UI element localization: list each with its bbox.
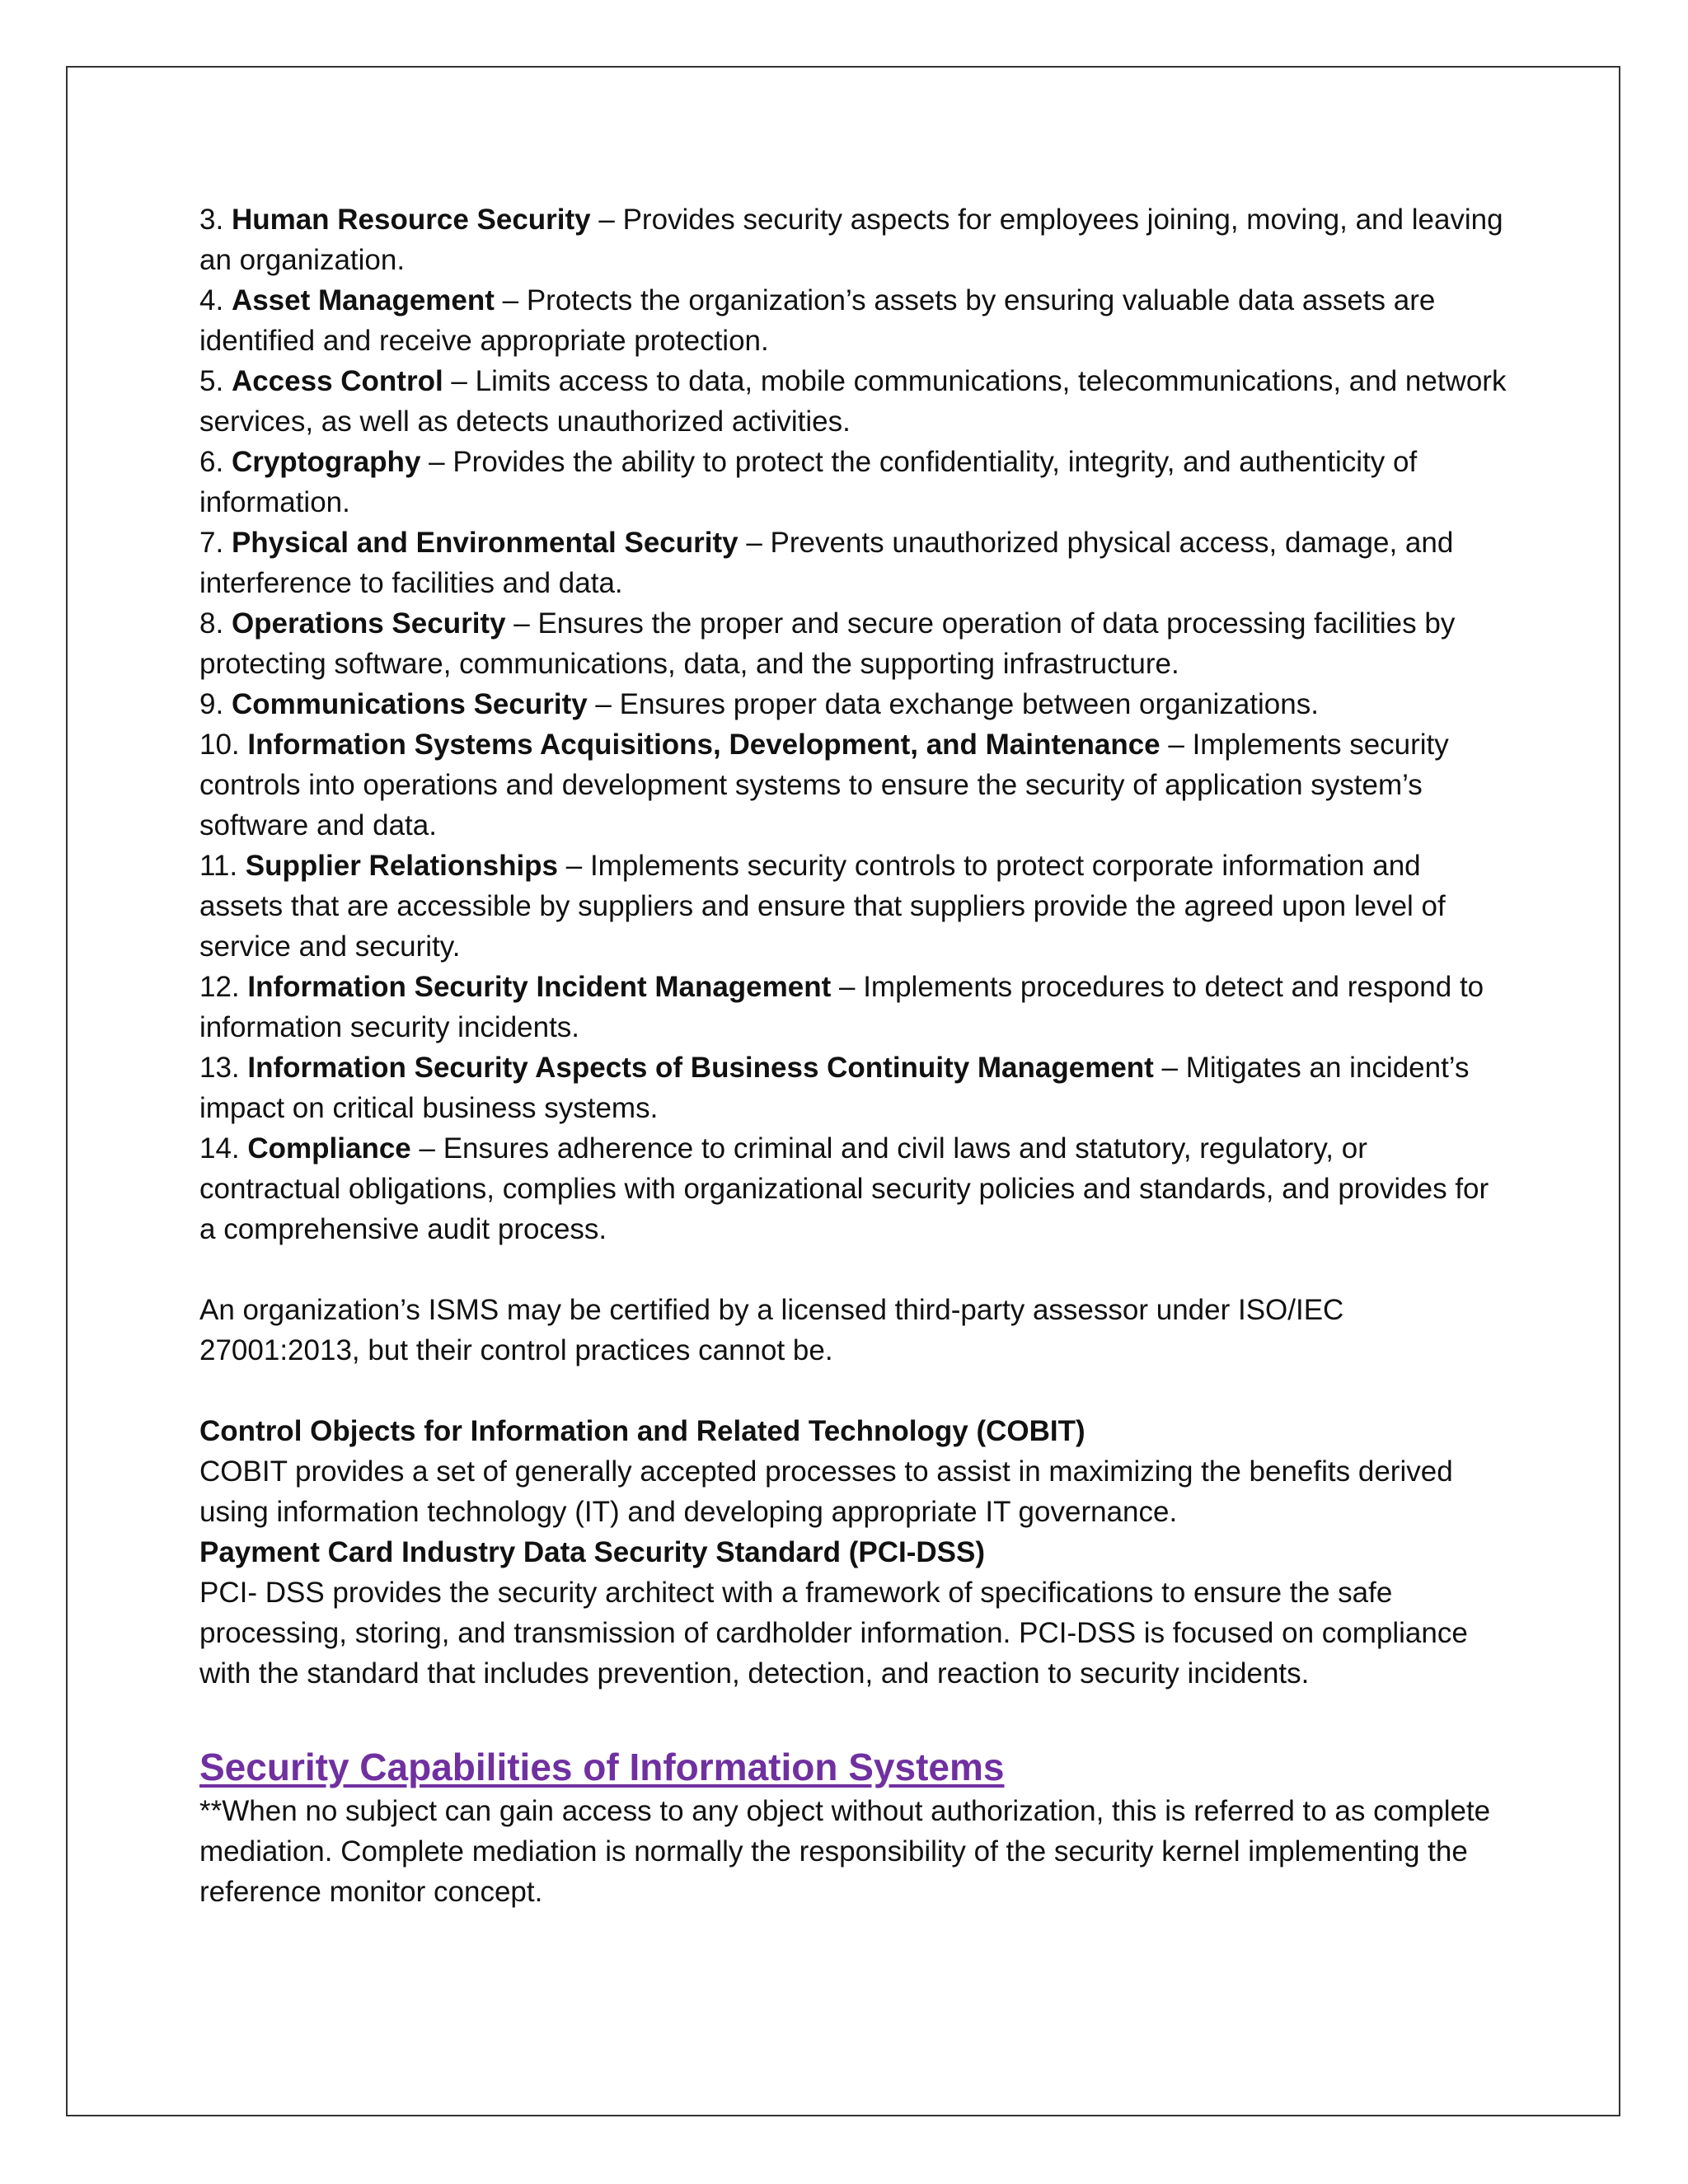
list-item: 5. Access Control – Limits access to data, mobile communications, telecommunications, and network services, as well as detects unauthorized activities. <box>199 365 1507 438</box>
spacer <box>199 1371 1510 1411</box>
spacer <box>199 1249 1510 1290</box>
cobit-body: COBIT provides a set of generally accepted processes to assist in maximizing the benefits derived using information technology (IT) and developing appropriate IT governance. <box>199 1455 1453 1528</box>
list-item: 4. Asset Management – Protects the organization’s assets by ensuring valuable data assets are identified and receive appropriate protection. <box>199 284 1436 357</box>
document-body <box>199 199 1510 1912</box>
list-item: 11. Supplier Relationships – Implements security controls to protect corporate information and assets that are accessible by suppliers and ensure that suppliers provide the agreed upon level of service and security. <box>199 850 1446 963</box>
control-domain-list <box>199 199 1510 1249</box>
list-item: 13. Information Security Aspects of Business Continuity Management – Mitigates an incident’s impact on critical business systems. <box>199 1052 1470 1124</box>
pcidss-heading: Payment Card Industry Data Security Standard (PCI-DSS) <box>199 1536 985 1568</box>
list-item: 6. Cryptography – Provides the ability to protect the confidentiality, integrity, and authenticity of information. <box>199 446 1418 518</box>
section-body: **When no subject can gain access to any object without authorization, this is referred to as complete mediation. Complete mediation is normally the responsibility of the security kernel implementing the reference monitor concept. <box>199 1795 1491 1908</box>
list-item: 8. Operations Security – Ensures the proper and secure operation of data processing facilities by protecting software, communications, data, and the supporting infrastructure. <box>199 607 1456 680</box>
pcidss-body: PCI- DSS provides the security architect with a framework of specifications to ensure the safe processing, storing, and transmission of cardholder information. PCI-DSS is focused on compliance with the standard that includes prevention, detection, and reaction to security incidents. <box>199 1577 1468 1690</box>
isms-note: An organization’s ISMS may be certified by a licensed third-party assessor under ISO/IEC 27001:2013, but their control practices cannot be. <box>199 1294 1344 1366</box>
list-item: 7. Physical and Environmental Security – Prevents unauthorized physical access, damage, and interference to facilities and data. <box>199 527 1454 599</box>
list-item: 10. Information Systems Acquisitions, Development, and Maintenance – Implements security controls into operations and development systems to ensure the security of application system’s software and data. <box>199 729 1449 841</box>
cobit-heading: Control Objects for Information and Related Technology (COBIT) <box>199 1415 1085 1447</box>
list-item: 3. Human Resource Security – Provides security aspects for employees joining, moving, and leaving an organization. <box>199 204 1503 276</box>
list-item: 9. Communications Security – Ensures proper data exchange between organizations. <box>199 688 1319 720</box>
list-item: 12. Information Security Incident Management – Implements procedures to detect and respond to information security incidents. <box>199 971 1484 1043</box>
section-title: Security Capabilities of Information Systems <box>199 1746 1005 1788</box>
list-item: 14. Compliance – Ensures adherence to criminal and civil laws and statutory, regulatory, or contractual obligations, complies with organizational security policies and standards, and provides for a comprehensive audit process. <box>199 1132 1489 1245</box>
